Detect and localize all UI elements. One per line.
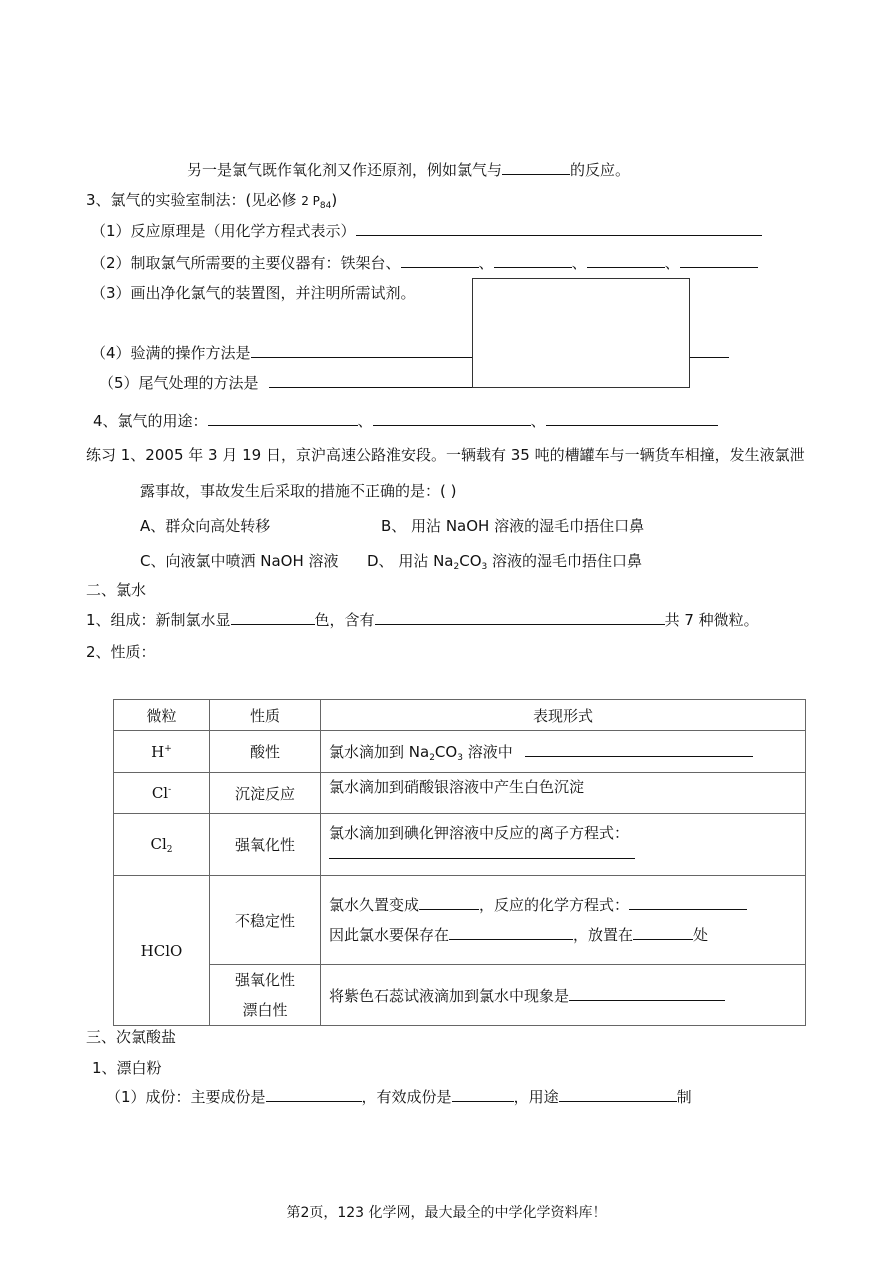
manifestation-cell: 将紫色石蕊试液滴加到氯水中现象是 — [321, 965, 806, 1026]
header-property: 性质 — [210, 700, 321, 731]
blank[interactable] — [629, 895, 747, 910]
manifestation-cell: 氯水滴加到碘化钾溶液中反应的离子方程式： — [321, 814, 806, 876]
chlorine-water-properties-table — [113, 699, 806, 1026]
header-manifestation: 表现形式 — [321, 700, 806, 731]
practice-stem: 练习 1、2005 年 3 月 19 日，京沪高速公路淮安段。一辆载有 35 吨的槽罐车与一辆货车相撞，发生液氯泄 — [86, 446, 805, 464]
q-apparatus: （2）制取氯气所需要的主要仪器有：铁架台、 、 、 、 — [91, 253, 758, 273]
particle-h-plus: H+ — [114, 731, 210, 773]
section-4-uses: 4、氯气的用途： 、 、 — [93, 411, 718, 431]
table-header-row — [114, 700, 806, 731]
particle-hclo: HClO — [114, 876, 210, 1026]
manifestation-cell: 氯水久置变成 ，反应的化学方程式： 因此氯水要保存在 ，放置在 处 — [321, 876, 806, 965]
particle-cl2: $Cl_2$ — [114, 814, 210, 876]
part-2-title: 二、氯水 — [86, 581, 147, 599]
option-b[interactable]: B、 用沾 NaOH 溶液的湿毛巾捂住口鼻 — [381, 517, 645, 535]
blank[interactable] — [525, 742, 753, 757]
blank[interactable] — [633, 925, 693, 940]
option-a[interactable]: A、群众向高处转移 — [140, 517, 271, 535]
table-row — [114, 773, 806, 814]
blank[interactable] — [401, 253, 479, 268]
table-row — [114, 814, 806, 876]
blank[interactable] — [231, 610, 315, 625]
blank[interactable] — [680, 253, 758, 268]
bleaching-powder-title: 1、漂白粉 — [92, 1059, 162, 1077]
blank[interactable] — [373, 411, 531, 426]
q-reaction-principle: （1）反应原理是（用化学方程式表示） — [91, 221, 762, 241]
practice-stem-cont: 露事故，事故发生后采取的措施不正确的是：( ) — [140, 482, 457, 500]
blank[interactable] — [208, 411, 358, 426]
blank[interactable] — [356, 221, 762, 236]
manifestation-cell: 氯水滴加到硝酸银溶液中产生白色沉淀 — [321, 773, 806, 814]
table-row — [114, 731, 806, 773]
property-cell: 不稳定性 — [210, 876, 321, 965]
blank[interactable] — [329, 844, 635, 859]
part-3-title: 三、次氯酸盐 — [86, 1028, 177, 1046]
option-c[interactable]: C、向液氯中喷洒 NaOH 溶液 — [140, 552, 339, 570]
blank[interactable] — [452, 1087, 514, 1102]
blank[interactable] — [449, 925, 573, 940]
property-cell: 酸性 — [210, 731, 321, 773]
q-full-check: （4）验满的操作方法是 — [91, 343, 729, 363]
blank[interactable] — [494, 253, 572, 268]
blank[interactable] — [546, 411, 718, 426]
section-3-title: 3、氯气的实验室制法：(见必修 2 $P_{84}$) — [86, 191, 338, 211]
blank[interactable] — [559, 1087, 677, 1102]
option-d[interactable]: D、 用沾 $Na_2CO_3$ 溶液的湿毛巾捂住口鼻 — [367, 552, 643, 572]
property-cell: 强氧化性 — [210, 814, 321, 876]
table-row — [114, 965, 806, 1026]
intro-line: 另一是氯气既作氧化剂又作还原剂，例如氯气与 的反应。 — [187, 161, 631, 179]
property-cell: 沉淀反应 — [210, 773, 321, 814]
blank[interactable] — [587, 253, 665, 268]
blank[interactable] — [266, 1087, 362, 1102]
table-row — [114, 876, 806, 965]
header-particle: 微粒 — [114, 700, 210, 731]
q-tail-gas: （5）尾气处理的方法是 — [99, 373, 541, 393]
drawing-box[interactable] — [472, 278, 690, 388]
chlorine-water-composition: 1、组成：新制氯水显 色，含有 共 7 种微粒。 — [86, 611, 759, 629]
property-cell: 强氧化性 漂白性 — [210, 965, 321, 1026]
particle-cl-minus: Cl- — [114, 773, 210, 814]
blank[interactable] — [419, 895, 479, 910]
blank[interactable] — [569, 986, 725, 1001]
properties-title: 2、性质： — [86, 643, 156, 661]
page-footer: 第2页，123 化学网，最大最全的中学化学资料库！ — [286, 1205, 607, 1221]
blank[interactable] — [502, 160, 570, 175]
blank[interactable] — [375, 610, 665, 625]
q-purification-diagram: （3）画出净化氯气的装置图，并注明所需试剂。 — [91, 284, 416, 302]
q-composition: （1）成份：主要成份是 ，有效成份是 ，用途 制 — [106, 1088, 692, 1106]
manifestation-cell: 氯水滴加到 $Na_2CO_3$ 溶液中 — [321, 731, 806, 773]
